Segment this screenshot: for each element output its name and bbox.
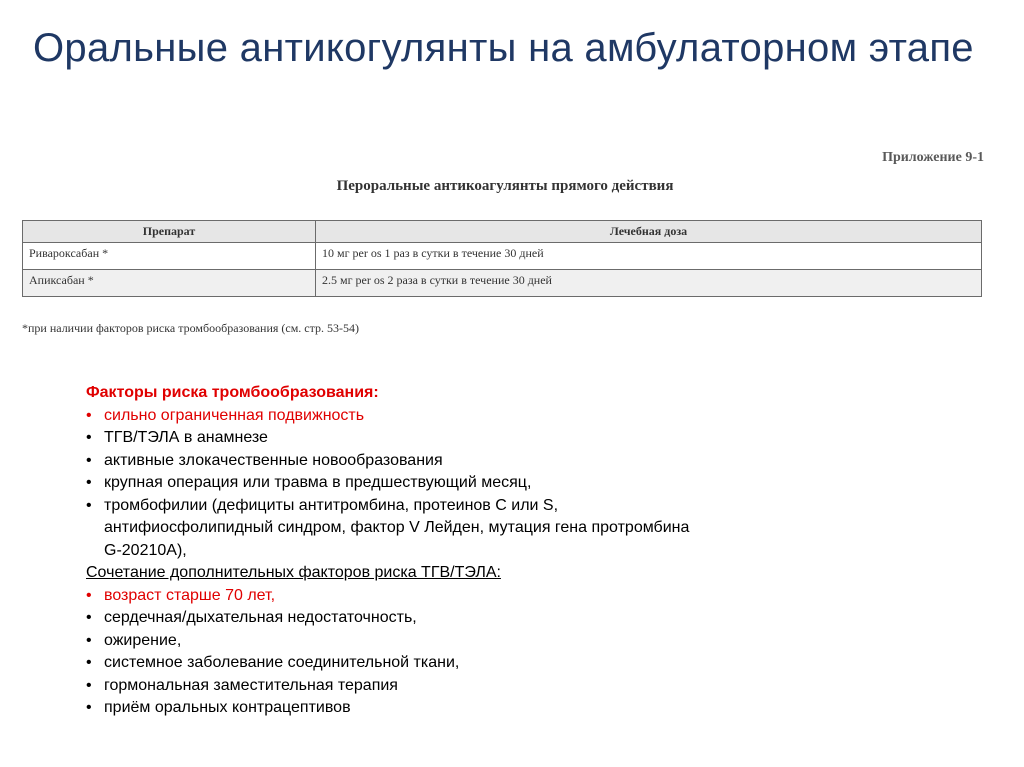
bullet-icon: • <box>86 631 92 649</box>
list-item-text: системное заболевание соединительной ткани, <box>104 654 460 671</box>
combination-list <box>86 585 706 720</box>
list-item <box>86 607 706 630</box>
list-item <box>86 675 706 698</box>
list-item-text: возраст старше 70 лет, <box>104 586 276 604</box>
slide-title: Оральные антикогулянты на амбулаторном этапе <box>33 26 974 70</box>
bullet-icon: • <box>86 429 92 446</box>
list-item <box>86 450 706 473</box>
list-item-text: сердечная/дыхательная недостаточность, <box>104 609 417 626</box>
scanned-document <box>20 140 990 350</box>
risk-factors-list <box>86 405 706 563</box>
bullet-icon: • <box>86 496 92 514</box>
list-item-text: ожирение, <box>104 631 182 649</box>
list-item-text: крупная операция или травма в предшествующий месяц, <box>104 474 532 491</box>
list-item <box>86 405 706 428</box>
bullet-icon: • <box>86 654 92 671</box>
bullet-icon: • <box>86 586 92 604</box>
drug-cell: Апиксабан * <box>23 270 316 297</box>
list-item <box>86 427 706 450</box>
column-header-drug: Препарат <box>23 221 316 243</box>
list-item-text: гормональная заместительная терапия <box>104 676 398 694</box>
list-item <box>86 495 706 563</box>
list-item <box>86 697 706 720</box>
table-row <box>23 270 982 297</box>
bullet-icon: • <box>86 406 92 424</box>
table-title: Пероральные антикоагулянты прямого действия <box>336 178 674 194</box>
list-item <box>86 472 706 495</box>
table-header-row <box>23 221 982 243</box>
combination-heading: Сочетание дополнительных факторов риска ТГВ/ТЭЛА: <box>86 564 501 581</box>
list-item-text: активные злокачественные новообразования <box>104 451 443 469</box>
drug-table <box>22 220 982 297</box>
bullet-icon: • <box>86 699 92 716</box>
list-item <box>86 585 706 608</box>
bullet-icon: • <box>86 474 92 491</box>
column-header-dose: Лечебная доза <box>316 221 982 243</box>
list-item <box>86 652 706 675</box>
list-item-text: ТГВ/ТЭЛА в анамнезе <box>104 429 268 446</box>
dose-cell: 10 мг per os 1 раз в сутки в течение 30 дней <box>316 243 982 270</box>
drug-cell: Ривароксабан * <box>23 243 316 270</box>
list-item-text: сильно ограниченная подвижность <box>104 406 365 424</box>
risk-factors-block <box>86 382 706 720</box>
table-footnote: *при наличии факторов риска тромбообразования (см. стр. 53-54) <box>22 321 360 335</box>
list-item-text: тромбофилии (дефициты антитромбина, протеинов С или S, антифиосфолипидный синдром, фактор V Лейден, мутация гена протромбина G-20210A), <box>104 496 690 559</box>
table-row <box>23 243 982 270</box>
list-item <box>86 630 706 653</box>
list-item-text: приём оральных контрацептивов <box>104 699 351 716</box>
dose-cell: 2.5 мг per os 2 раза в сутки в течение 30 дней <box>316 270 982 297</box>
bullet-icon: • <box>86 451 92 469</box>
appendix-label: Приложение 9-1 <box>882 150 984 165</box>
bullet-icon: • <box>86 676 92 694</box>
risk-factors-heading: Факторы риска тромбообразования: <box>86 384 379 401</box>
bullet-icon: • <box>86 609 92 626</box>
